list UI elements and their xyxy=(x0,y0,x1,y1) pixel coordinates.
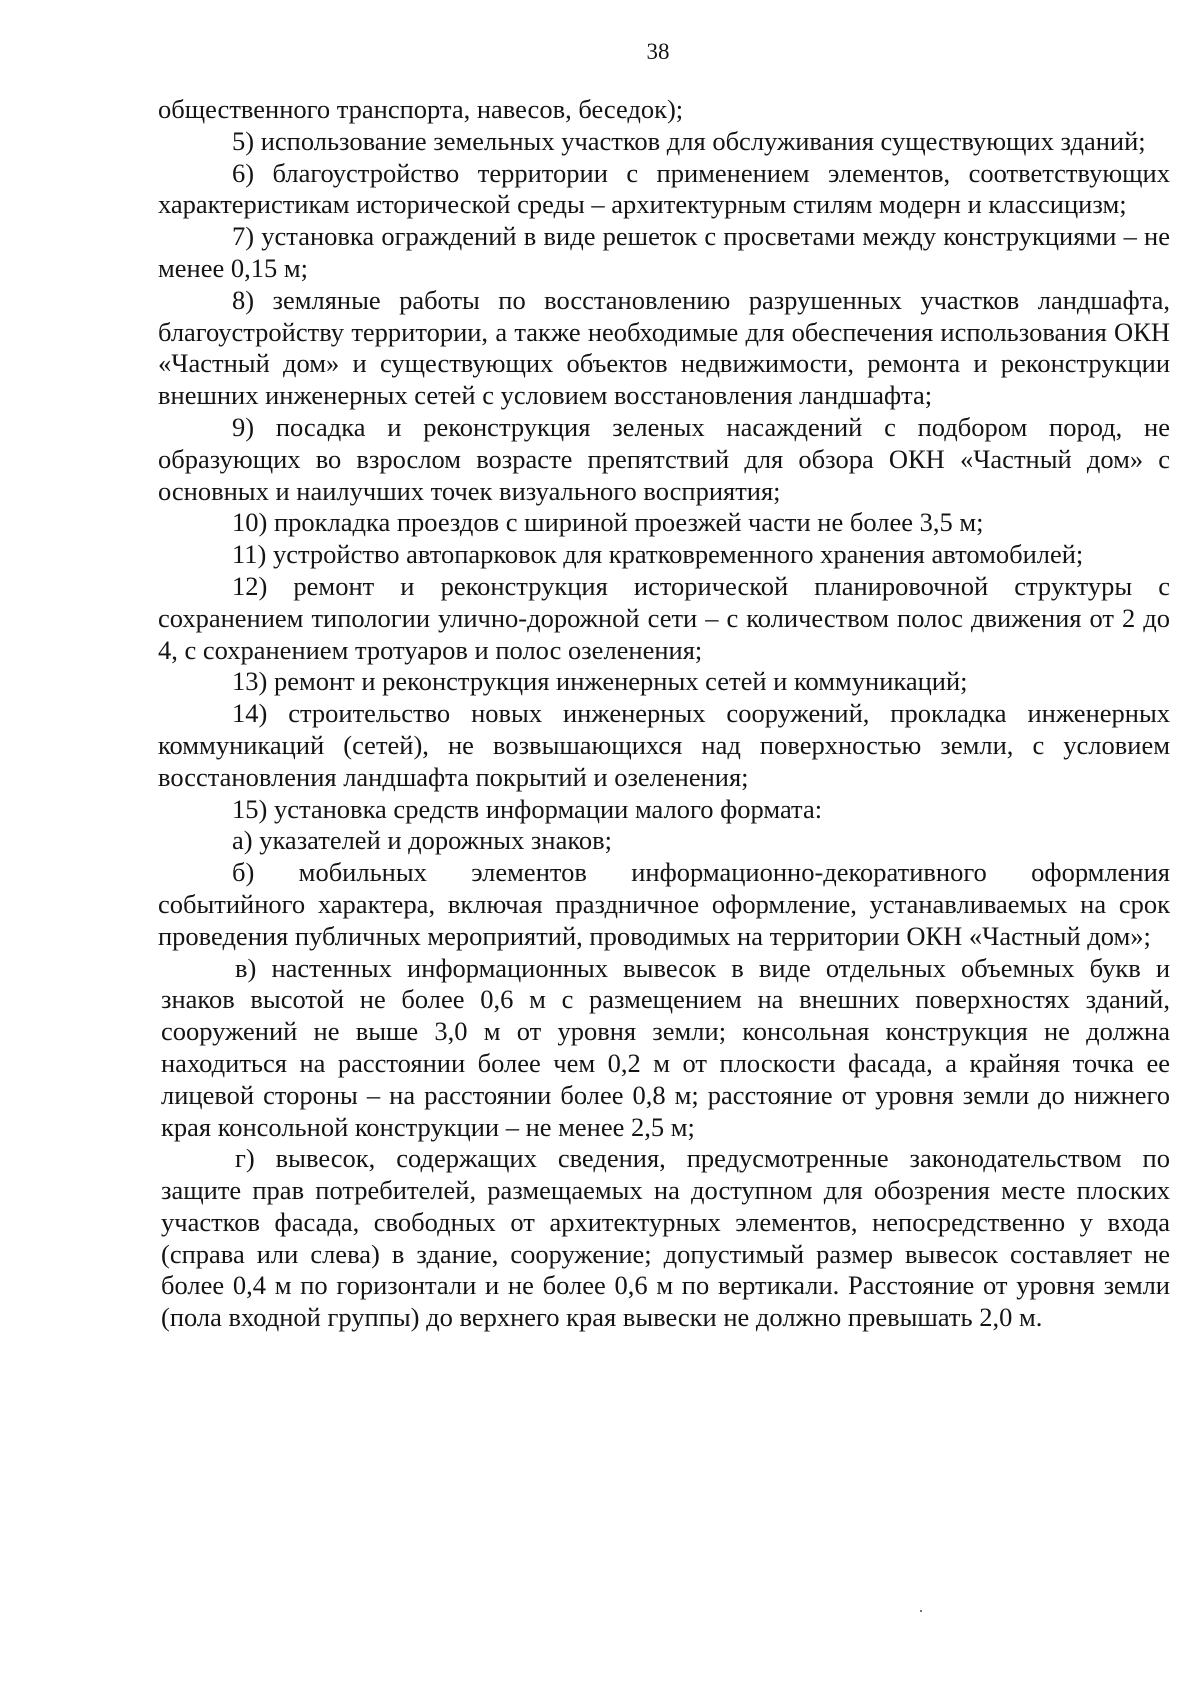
scan-speck xyxy=(920,1610,922,1612)
list-item-11: 11) устройство автопарковок для кратковременного хранения автомобилей; xyxy=(232,539,1084,570)
sub-item-v: в) настенных информационных вывесок в виде отдельных объемных букв и знаков высотой не более 0,6 м с размещением на внешних поверхностях зданий, сооружений не выше 3,0 м от уровня земли; консольная конструкция не должна находиться на расстоянии более чем 0,2 м от плоскости фасада, а крайняя точка ее лицевой стороны – на расстоянии более 0,8 м; расстояние от уровня земли до нижнего края консольной конструкции – не менее 2,5 м; xyxy=(161,952,1170,1142)
list-item-9: 9) посадка и реконструкция зеленых насаждений с подбором пород, не образующих во взрослом возрасте препятствий для обзора ОКН «Частный дом» с основных и наилучших точек визуального восприятия; xyxy=(158,411,1170,506)
page-number: 38 xyxy=(646,39,670,64)
sub-item-a: а) указателей и дорожных знаков; xyxy=(232,825,612,856)
list-item-6: 6) благоустройство территории с применением элементов, соответствующих характеристикам исторической среды – архитектурным стилям модерн и классицизм; xyxy=(158,157,1170,220)
list-item-7: 7) установка ограждений в виде решеток с просветами между конструкциями – не менее 0,15 м; xyxy=(158,221,1170,283)
list-item-5: 5) использование земельных участков для обслуживания существующих зданий; xyxy=(232,125,1146,156)
list-item-10: 10) прокладка проездов с шириной проезжей части не более 3,5 м; xyxy=(232,507,984,538)
sub-item-b: б) мобильных элементов информационно-декоративного оформления событийного характера, включая праздничное оформление, устанавливаемых на срок проведения публичных мероприятий, проводимых на территории ОКН «Частный дом»; xyxy=(158,857,1170,951)
list-item-13: 13) ремонт и реконструкция инженерных сетей и коммуникаций; xyxy=(232,666,968,697)
paragraph-continuation: общественного транспорта, навесов, беседок); xyxy=(158,94,684,124)
list-item-14: 14) строительство новых инженерных сооружений, прокладка инженерных коммуникаций (сетей), не возвышающихся над поверхностью земли, с условием восстановления ландшафта покрытий и озеленения; xyxy=(158,698,1170,792)
document-body xyxy=(158,94,1170,1334)
sub-item-g: г) вывесок, содержащих сведения, предусмотренные законодательством по защите прав потребителей, размещаемых на доступном для обозрения месте плоских участков фасада, свободных от архитектурных элементов, непосредственно у входа (справа или слева) в здание, сооружение; допустимый размер вывесок составляет не более 0,4 м по горизонтали и не более 0,6 м по вертикали. Расстояние от уровня земли (пола входной группы) до верхнего края вывески не должно превышать 2,0 м. xyxy=(161,1143,1170,1333)
list-item-12: 12) ремонт и реконструкция исторической планировочной структуры с сохранением типологии улично-дорожной сети – с количеством полос движения от 2 до 4, с сохранением тротуаров и полос озеленения; xyxy=(158,570,1170,665)
list-item-15: 15) установка средств информации малого формата: xyxy=(232,793,823,824)
list-item-8: 8) земляные работы по восстановлению разрушенных участков ландшафта, благоустройству территории, а также необходимые для обеспечения использования ОКН «Частный дом» и существующих объектов недвижимости, ремонта и реконструкции внешних инженерных сетей с условием восстановления ландшафта; xyxy=(158,284,1170,411)
